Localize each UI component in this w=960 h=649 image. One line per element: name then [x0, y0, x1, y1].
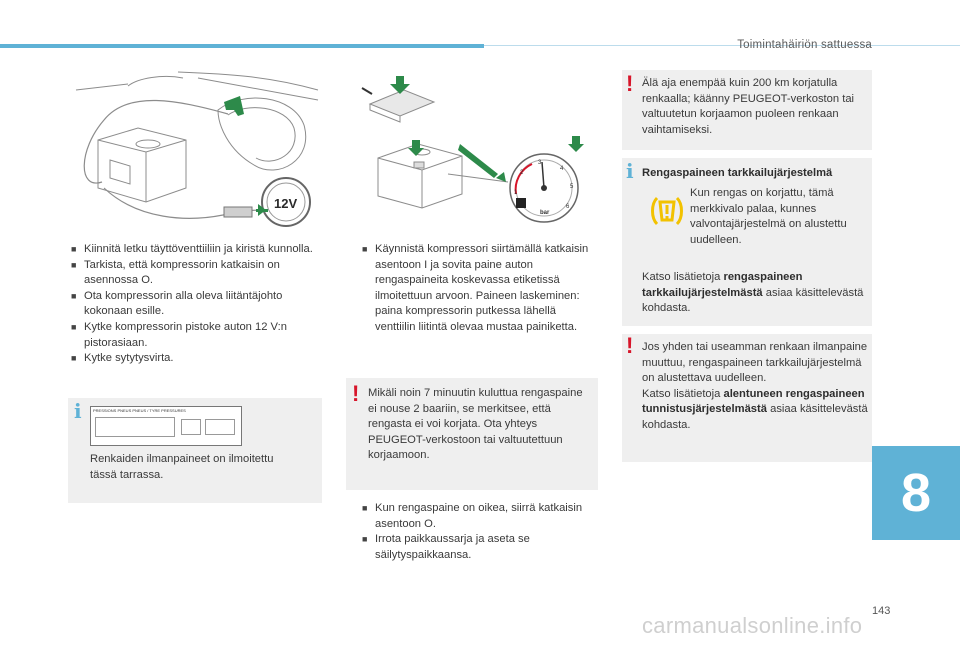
list-item: ■ Irrota paikkaussarja ja aseta se säilytyspaikkaansa.	[362, 533, 530, 561]
header-accent-bar	[0, 44, 484, 48]
middle-steps-after-list	[362, 501, 594, 563]
repair-warning-box	[346, 378, 598, 490]
warning-icon: !	[626, 333, 634, 358]
repair-warning-text: Mikäli noin 7 minuutin kuluttua rengaspaine ei nouse 2 baariin, se merkitsee, että rengasta ei voi korjata. Ota yhteys PEUGEOT-verkostoon tai valtuutettuun korjaamoon.	[368, 387, 583, 462]
page-number: 143	[872, 605, 891, 617]
tpms-warning-lamp-icon	[648, 192, 686, 230]
list-item: ■ Kiinnitä letku täyttöventtiiliin ja kiristä kunnolla.	[71, 243, 313, 255]
list-item: ■ Kytke kompressorin pistoke auton 12 V:n pistorasiaan.	[71, 320, 287, 349]
chapter-tab: 8	[872, 446, 960, 540]
distance-warning-box	[622, 70, 872, 150]
list-item: ■ Tarkista, että kompressorin katkaisin on asennossa O.	[71, 258, 280, 287]
sticker-header: PRESSIONS PNEUS PNEUS / TYRE PRESSURES	[93, 408, 186, 413]
tpms-lamp-text: Kun rengas on korjattu, tämä merkkivalo palaa, kunnes valvontajärjestelmä on alustettu uudelleen.	[690, 187, 847, 246]
tyre-pressure-sticker	[90, 406, 242, 446]
gauge-tick-6: 6	[566, 204, 570, 210]
middle-steps-list	[362, 242, 594, 336]
tpms-info-box	[622, 158, 872, 326]
list-item: ■ Kun rengaspaine on oikea, siirrä katkaisin asentoon O.	[362, 502, 583, 530]
gauge-unit: bar	[540, 210, 550, 216]
left-steps-list	[71, 242, 321, 367]
watermark: carmanualsonline.info	[642, 613, 863, 638]
socket-12v-label: 12V	[274, 196, 298, 211]
tyre-pressure-info-box	[68, 398, 322, 503]
gauge-tick-1: 1	[514, 190, 518, 196]
gauge-tick-3: 3	[538, 160, 542, 166]
tpms-see-more-text: Katso lisätietoja rengaspaineen tarkkailujärjestelmästä asiaa käsittelevästä kohdasta.	[642, 271, 864, 315]
distance-warning-text: Älä aja enempää kuin 200 km korjatulla renkaalla; käänny PEUGEOT-verkoston tai valtuutetun korjaamon puoleen renkaan vaihtamiseksi.	[642, 77, 855, 136]
info-icon: i	[626, 159, 634, 183]
tpms-reset-warning-box	[622, 334, 872, 462]
list-item: ■ Ota kompressorin alla oleva liitäntäjohto kokonaan esille.	[71, 289, 283, 318]
info-icon: i	[74, 399, 82, 423]
tyre-pressure-info-text: Renkaiden ilmanpaineet on ilmoitettu tässä tarrassa.	[90, 453, 274, 481]
list-item: ■ Käynnistä kompressori siirtämällä katkaisin asentoon I ja sovita paine auton rengaspaineita koskevassa etiketissä ilmoitettuun arvoon. Paineen laskeminen: paina kompressorin putkessa lähellä venttiilin liitintä olevaa mustaa painiketta.	[362, 243, 589, 333]
gauge-tick-4: 4	[560, 166, 564, 172]
tpms-title: Rengaspaineen tarkkailujärjestelmä	[642, 167, 833, 179]
compressor-wheel-illustration	[68, 70, 322, 234]
warning-icon: !	[352, 381, 360, 406]
chapter-title: Toimintahäiriön sattuessa	[737, 39, 872, 51]
gauge-tick-2: 2	[520, 170, 524, 176]
warning-icon: !	[626, 71, 634, 96]
tpms-reset-warning-text: Jos yhden tai useamman renkaan ilmanpaine muuttuu, rengaspaineen tarkkailujärjestelmä on alustettava uudelleen. Katso lisätietoja alentuneen rengaspaineen tunnistusjärjestelmästä asiaa käsittelevästä kohdasta.	[642, 341, 868, 431]
compressor-gauge-illustration	[358, 70, 594, 234]
header-rule	[484, 45, 960, 46]
gauge-tick-5: 5	[570, 184, 574, 190]
list-item: ■ Kytke sytytysvirta.	[71, 352, 174, 365]
